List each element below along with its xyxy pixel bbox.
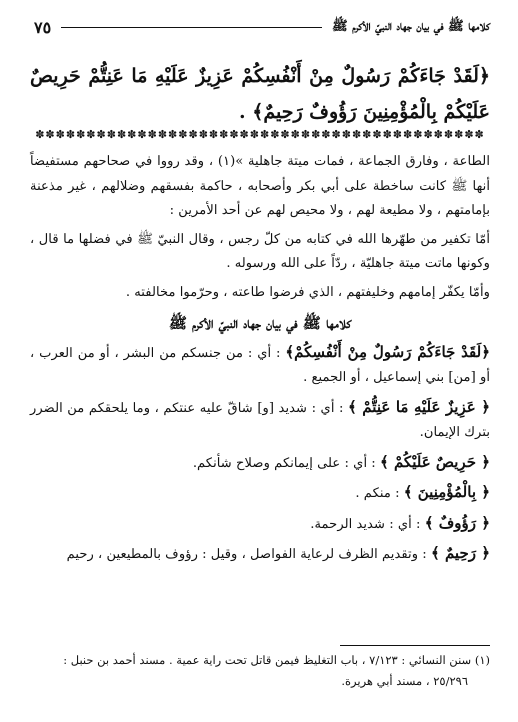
entry-verse: ﴿ رَحِيمٌ ﴾ <box>430 544 490 562</box>
paragraph-1: الطاعة ، وفارق الجماعة ، فمات ميتة جاهلية »(١) ، وقد رووا في صحاحهم مستفيضاً أنها ﷺ كانت ساخطة على أبي بكر وأصحابه ، حاكمة بفسقهم وضلالهم ، غير مذعنة بإمامتهم ، ولا مطيعة لهم ، ولا محيص لهم عن أحد الأمرين : <box>30 154 490 218</box>
entry-text: : أي : شديد [و] شاقّ عليه عنتكم ، وما يلحقكم من الضرر بترك الإيمان. <box>30 400 490 440</box>
footnote <box>30 650 490 692</box>
entry-text: : أي : على إيمانكم وصلاح شأنكم. <box>192 455 380 471</box>
entry-verse: ﴿ حَرِيصٌ عَلَيْكُمْ ﴾ <box>379 452 490 471</box>
commentary-entry-3 <box>30 450 490 477</box>
commentary-entry-1 <box>30 340 490 391</box>
page-header <box>34 14 490 40</box>
entry-verse: ﴿ عَزِيزٌ عَلَيْهِ مَا عَنِتُّمْ ﴾ <box>347 397 490 416</box>
commentary-entry-5 <box>30 511 490 538</box>
footnote-line-1: (١) سنن النسائي : ٧/١٢٣ ، باب التغليظ فيمن قاتل تحت راية عمية . مسند أحمد بن حنبل : <box>63 653 490 667</box>
footnote-line-2: ٢٥/٢٩٦ ، مسند أبي هريرة. <box>341 674 468 688</box>
commentary-entry-2 <box>30 395 490 446</box>
page-number: ٧٥ <box>34 17 52 37</box>
entry-verse: ﴿ رَؤُوفٌ ﴾ <box>424 513 490 532</box>
ornamental-divider: ✽✽✽✽✽✽✽✽✽✽✽✽✽✽✽✽✽✽✽✽✽✽✽✽✽✽✽✽✽✽✽✽✽✽✽✽✽✽✽✽✽✽✽✽ <box>35 128 485 141</box>
entry-verse: ﴿ بِالْمُؤْمِنِينَ ﴾ <box>403 483 490 501</box>
running-title: كلامها ﷺ في بيان جهاد النبيّ الأكرم ﷺ <box>332 18 490 34</box>
entry-text: : منكم . <box>355 486 404 501</box>
section-heading: كلامها ﷺ في بيان جهاد النبيّ الأكرم ﷺ <box>168 314 352 332</box>
paragraph-3: وأمّا يكفّر إمامهم وخليفتهم ، الذي فرضوا طاعته ، وحرّموا مخالفته . <box>125 284 490 300</box>
entry-text: : أي : شديد الرحمة. <box>310 516 425 532</box>
entry-text: : أي : من جنسكم من البشر ، أو من العرب ، أو [من] بني إسماعيل ، أو الجميع . <box>30 345 490 385</box>
footnote-rule <box>340 645 490 646</box>
commentary-entry-4 <box>30 480 490 507</box>
main-text <box>30 150 490 568</box>
paragraph-2: أمّا تكفير من طهّرها الله في كتابه من كلّ رجس ، وقال النبيّ ﷺ في فضلها ما قال ، وكونها ماتت ميتة جاهليّة ، ردّاً على الله ورسوله . <box>30 231 490 271</box>
quranic-verse: ﴿لَقَدْ جَاءَكُمْ رَسُولٌ مِنْ أَنْفُسِكُمْ عَزِيزٌ عَلَيْهِ مَا عَنِتُّمْ حَرِيصٌ عَلَيْكُمْ بِالْمُؤْمِنِينَ رَؤُوفٌ رَحِيمٌ﴾ . <box>30 65 490 123</box>
header-rule <box>61 27 322 28</box>
entry-verse: ﴿لَقَدْ جَاءَكُمْ رَسُولٌ مِنْ أَنْفُسِكُمْ﴾ <box>285 342 490 361</box>
commentary-entry-6 <box>30 541 490 568</box>
entry-text: : وتقديم الظرف لرعاية الفواصل ، وقيل : رؤوف بالمطيعين ، رحيم <box>66 547 431 562</box>
